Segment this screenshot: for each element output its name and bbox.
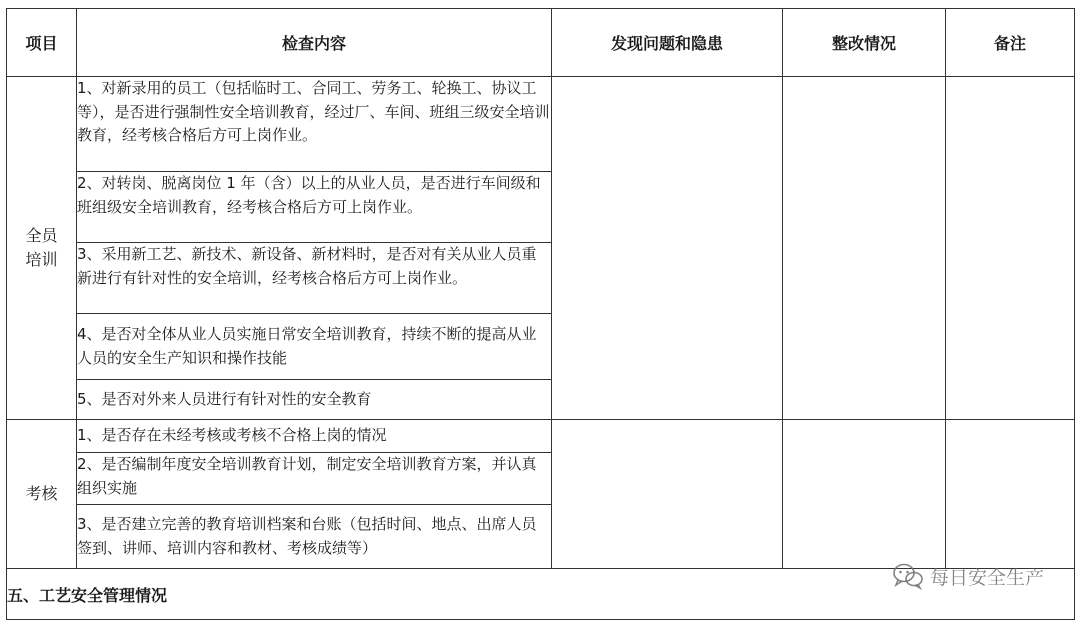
section-row (7, 569, 1075, 620)
rectification-cell[interactable] (783, 420, 946, 569)
check-item: 3、是否建立完善的教育培训档案和台账（包括时间、地点、出席人员签到、讲师、培训内容和教材、考核成绩等） (77, 505, 552, 569)
issues-cell[interactable] (552, 420, 783, 569)
category-label-line2: 培训 (25, 250, 58, 269)
table-row (7, 77, 1075, 172)
remarks-cell[interactable] (946, 77, 1075, 420)
check-item: 3、采用新工艺、新技术、新设备、新材料时，是否对有关从业人员重新进行有针对性的安全培训，经考核合格后方可上岗作业。 (77, 243, 552, 314)
category-cell-assessment (7, 420, 77, 569)
header-rectification: 整改情况 (783, 9, 946, 77)
remarks-cell[interactable] (946, 420, 1075, 569)
rectification-cell[interactable] (783, 77, 946, 420)
section-title: 五、工艺安全管理情况 (7, 569, 1075, 620)
header-item: 项目 (7, 9, 77, 77)
check-item: 1、是否存在未经考核或考核不合格上岗的情况 (77, 420, 552, 453)
watermark-text: 每日安全生产 (929, 566, 1044, 589)
category-label-line1: 考核 (25, 484, 58, 503)
check-item: 5、是否对外来人员进行有针对性的安全教育 (77, 380, 552, 420)
header-row (7, 9, 1075, 77)
category-label-line1: 全员 (25, 226, 58, 245)
table-row (7, 420, 1075, 453)
check-item: 2、对转岗、脱离岗位 1 年（含）以上的从业人员，是否进行车间级和班组级安全培训教育，经考核合格后方可上岗作业。 (77, 172, 552, 243)
check-item: 4、是否对全体从业人员实施日常安全培训教育，持续不断的提高从业人员的安全生产知识和操作技能 (77, 314, 552, 380)
header-issues: 发现问题和隐患 (552, 9, 783, 77)
category-cell-training (7, 77, 77, 420)
check-item: 2、是否编制年度安全培训教育计划，制定安全培训教育方案，并认真组织实施 (77, 453, 552, 505)
check-item: 1、对新录用的员工（包括临时工、合同工、劳务工、轮换工、协议工等），是否进行强制性安全培训教育，经过厂、车间、班组三级安全培训教育，经考核合格后方可上岗作业。 (77, 77, 552, 172)
header-content: 检查内容 (77, 9, 552, 77)
inspection-table (6, 8, 1075, 620)
header-remarks: 备注 (946, 9, 1075, 77)
issues-cell[interactable] (552, 77, 783, 420)
